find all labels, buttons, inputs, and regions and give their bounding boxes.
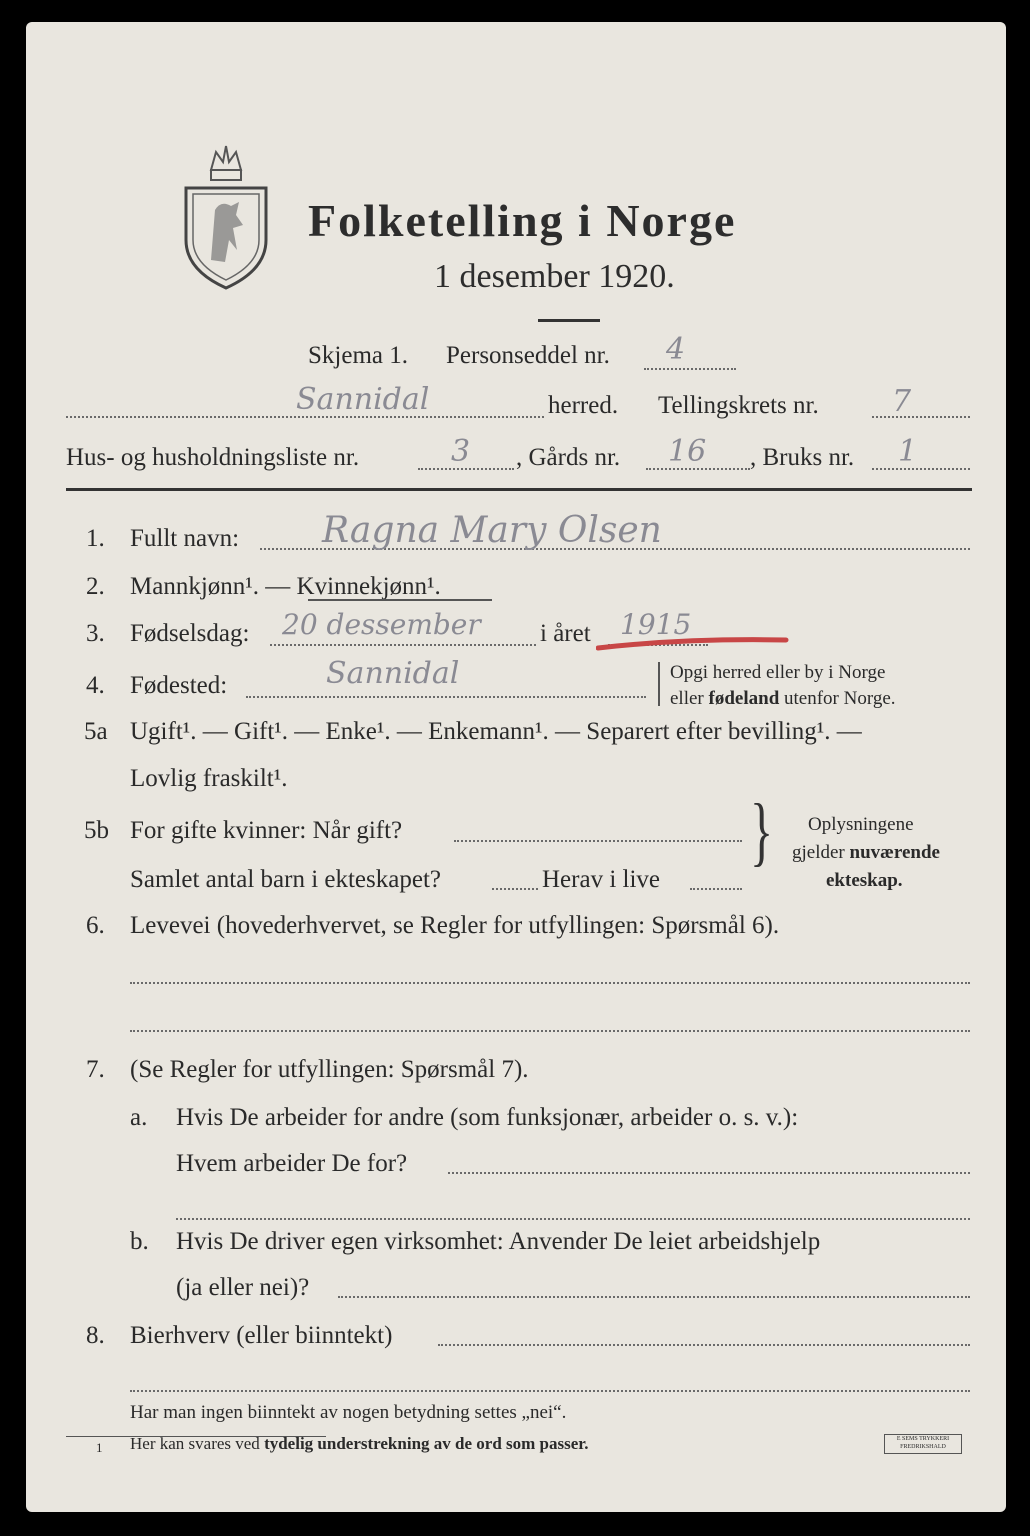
red-pencil-mark [596,634,796,659]
bruks-value[interactable]: 1 [898,434,918,469]
form-title: Folketelling i Norge [308,195,737,246]
birthplace-value[interactable]: Sannidal [326,656,460,691]
q5b-children-label: Samlet antal barn i ekteskapet? [130,866,441,893]
herred-label: herred. [548,392,619,419]
q5b-number: 5b [84,817,109,844]
q5b-alive-label: Herav i live [542,866,661,893]
gards-label: , Gårds nr. [516,444,621,471]
marital-status-options[interactable]: Ugift¹. — Gift¹. — Enke¹. — Enkemann¹. — Separert efter bevilling¹. — [130,718,862,745]
occupation-line-2[interactable] [130,1030,970,1032]
skjema-label: Skjema 1. [308,342,408,369]
q4-number: 4. [86,672,105,699]
q5b-label: For gifte kvinner: Når gift? [130,817,403,844]
q4-note-line1: Opgi herred eller by i Norge [670,662,886,683]
q2-number: 2. [86,573,105,600]
husholdningsliste-value[interactable]: 3 [451,434,471,469]
printer-stamp: E SEMS TRYKKERI FREDRIKSHALD [884,1434,962,1454]
gender-options[interactable]: Mannkjønn¹. — Kvinnekjønn¹. [130,573,441,600]
q1-number: 1. [86,525,105,552]
birth-year-value[interactable]: 1915 [620,608,692,641]
gards-value[interactable]: 16 [668,434,707,469]
q3-year-label: i året [540,620,591,647]
q7b-label: Hvis De driver egen virksomhet: Anvender De leiet arbeidshjelp [176,1228,821,1255]
q6-label: Levevei (hovederhvervet, se Regler for utfyllingen: Spørsmål 6). [130,912,780,939]
q7a-employer-label: Hvem arbeider De for? [176,1150,408,1177]
footnote-text: Her kan svares ved tydelig understrekning av de ord som passer. [130,1434,589,1453]
q7a-number: a. [130,1104,148,1131]
tellingskrets-label: Tellingskrets nr. [658,392,819,419]
kvinnekjonn-underline [308,599,492,601]
side-income-line-2[interactable] [130,1390,970,1392]
q5a-number: 5a [84,718,108,745]
q1-label: Fullt navn: [130,525,240,552]
q8-label: Bierhverv (eller biinntekt) [130,1322,393,1349]
q7b-number: b. [130,1228,149,1255]
husholdningsliste-label: Hus- og husholdningsliste nr. [66,444,360,471]
yesno-line[interactable] [338,1296,970,1298]
header-rule [66,488,972,491]
side-income-line[interactable] [438,1344,970,1346]
q4-label: Fødested: [130,672,228,699]
q7-number: 7. [86,1056,105,1083]
q4-brace [658,662,662,706]
q8-number: 8. [86,1322,105,1349]
full-name-value[interactable]: Ragna Mary Olsen [322,510,662,551]
personseddel-label: Personseddel nr. [446,342,610,369]
title-divider [538,319,600,322]
bruks-label: , Bruks nr. [750,444,855,471]
q3-label: Fødselsdag: [130,620,250,647]
employer-line-2[interactable] [176,1218,970,1220]
q7a-label: Hvis De arbeider for andre (som funksjonær, arbeider o. s. v.): [176,1104,799,1131]
census-form [26,22,1006,1512]
norwegian-coat-of-arms-icon [181,140,271,295]
q5b-note-line1: Oplysningene [808,814,914,835]
q7-label: (Se Regler for utfyllingen: Spørsmål 7). [130,1056,529,1083]
birth-date-value[interactable]: 20 dessember [282,608,481,641]
tellingskrets-value[interactable]: 7 [892,384,912,419]
employer-line[interactable] [448,1172,970,1174]
q3-number: 3. [86,620,105,647]
q5b-note-line2: gjelder nuværende [792,842,940,863]
census-date: 1 desember 1920. [434,258,675,295]
q5b-note-line3: ekteskap. [826,870,903,891]
footnote-mark: 1 [96,1440,103,1455]
q4-note-line2: eller fødeland utenfor Norge. [670,688,896,709]
occupation-line-1[interactable] [130,982,970,984]
q6-number: 6. [86,912,105,939]
personseddel-value[interactable]: 4 [666,332,686,367]
herred-value[interactable]: Sannidal [296,382,430,417]
marital-status-options-2[interactable]: Lovlig fraskilt¹. [130,765,288,792]
q5b-brace: } [750,789,774,874]
q8-note: Har man ingen biinntekt av nogen betydning settes „nei“. [130,1402,567,1423]
q7b-yesno-label: (ja eller nei)? [176,1274,310,1301]
